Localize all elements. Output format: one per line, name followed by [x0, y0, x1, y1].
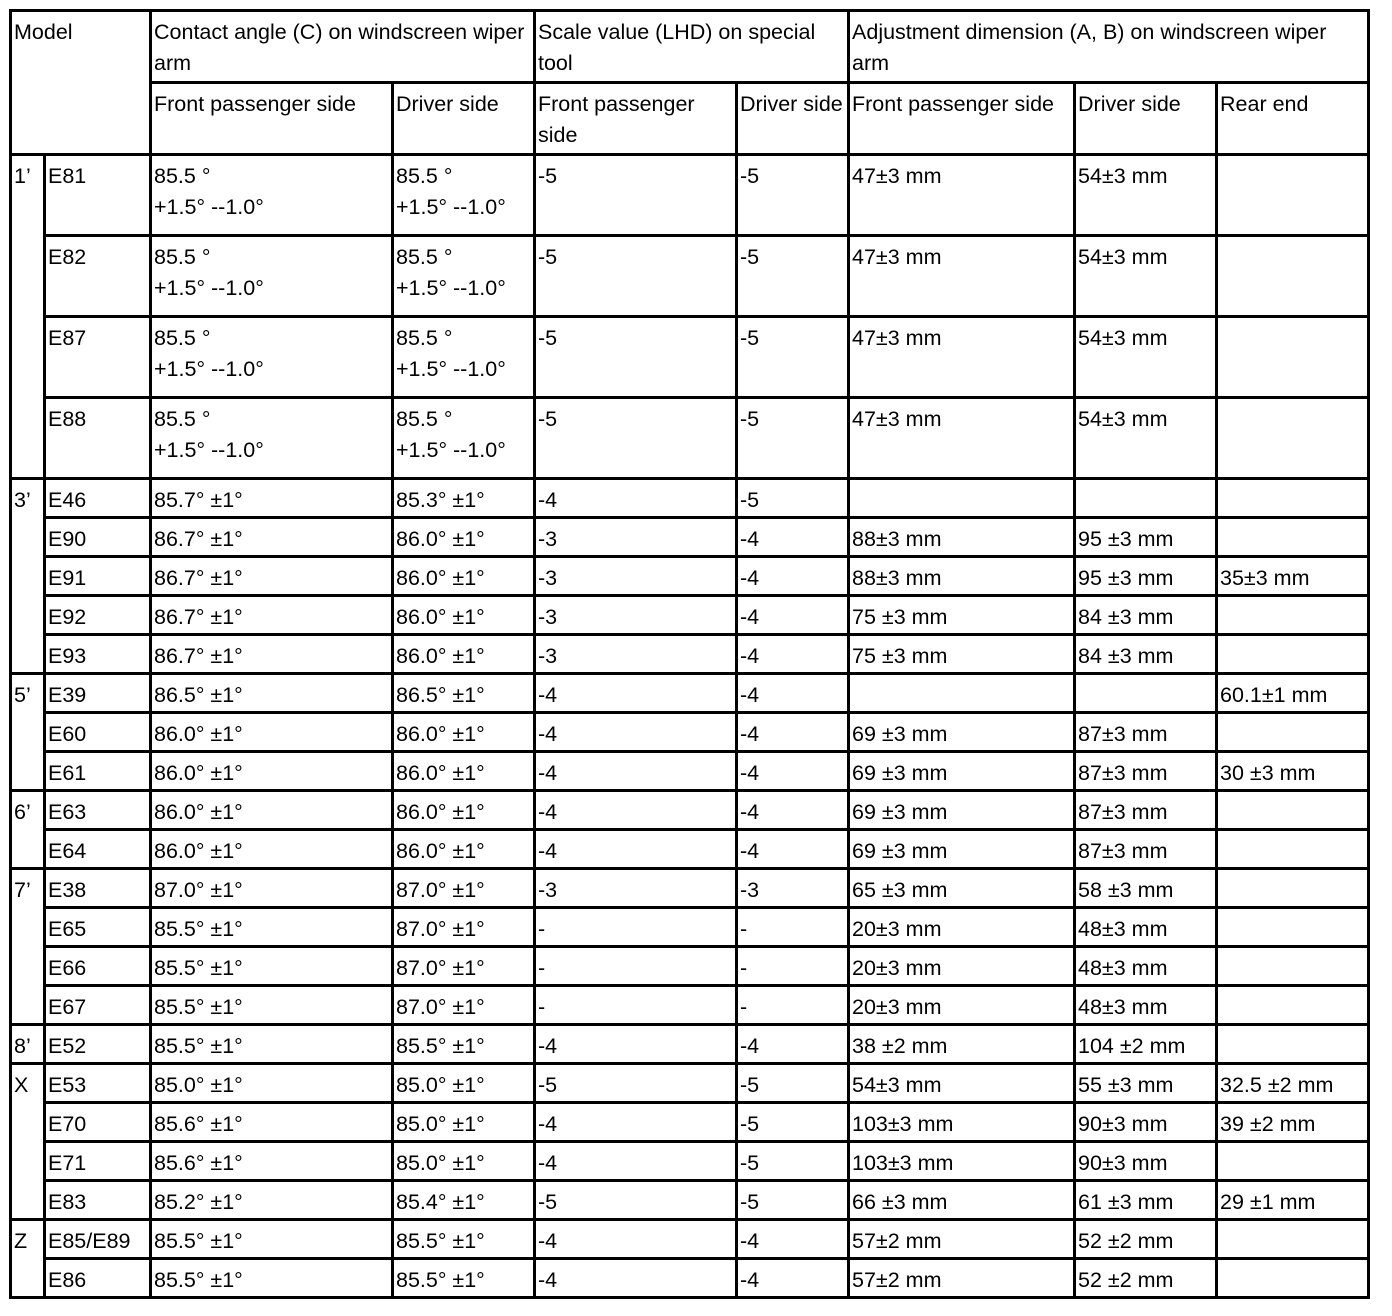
series-cell: Z [11, 1220, 45, 1298]
adj-driver-cell: 58 ±3 mm [1075, 869, 1217, 908]
table-row [11, 479, 1369, 518]
adj-driver-cell: 95 ±3 mm [1075, 518, 1217, 557]
ca-front-cell: 85.7° ±1° [151, 479, 393, 518]
adj-rear-cell: 32.5 ±2 mm [1217, 1064, 1369, 1103]
subheader-sv-front: Front passenger side [535, 83, 737, 155]
model-cell: E66 [45, 947, 151, 986]
model-cell: E86 [45, 1259, 151, 1298]
angle-tolerance: +1.5° --1.0° [396, 357, 506, 381]
adj-front-cell: 47±3 mm [849, 155, 1075, 236]
ca-front-cell [151, 317, 393, 398]
sv-driver-cell: -5 [737, 1142, 849, 1181]
table-row [11, 908, 1369, 947]
sv-front-cell: -4 [535, 830, 737, 869]
model-cell: E83 [45, 1181, 151, 1220]
sv-front-cell: -4 [535, 713, 737, 752]
subheader-adj-front: Front passenger side [849, 83, 1075, 155]
sv-front-cell: -3 [535, 557, 737, 596]
sv-driver-cell: -4 [737, 830, 849, 869]
sv-front-cell: -4 [535, 1142, 737, 1181]
sv-driver-cell: -5 [737, 479, 849, 518]
subheader-adj-rear: Rear end [1217, 83, 1369, 155]
adj-front-cell: 88±3 mm [849, 518, 1075, 557]
ca-driver-cell: 86.0° ±1° [393, 713, 535, 752]
angle-tolerance: +1.5° --1.0° [154, 276, 264, 300]
model-cell: E52 [45, 1025, 151, 1064]
model-cell: E64 [45, 830, 151, 869]
sv-driver-cell: -4 [737, 791, 849, 830]
table-row [11, 557, 1369, 596]
sv-driver-cell: - [737, 986, 849, 1025]
adj-front-cell: 57±2 mm [849, 1220, 1075, 1259]
sv-front-cell: -5 [535, 1064, 737, 1103]
adj-driver-cell: 48±3 mm [1075, 947, 1217, 986]
ca-front-cell: 85.5° ±1° [151, 986, 393, 1025]
ca-driver-cell: 85.3° ±1° [393, 479, 535, 518]
adj-rear-cell [1217, 518, 1369, 557]
sv-driver-cell: -5 [737, 1064, 849, 1103]
sv-front-cell: -4 [535, 1103, 737, 1142]
sv-driver-cell: -3 [737, 869, 849, 908]
table-row [11, 830, 1369, 869]
ca-driver-cell [393, 155, 535, 236]
ca-front-cell: 85.6° ±1° [151, 1142, 393, 1181]
angle-tolerance: +1.5° --1.0° [154, 357, 264, 381]
table-row [11, 1181, 1369, 1220]
ca-driver-cell: 86.0° ±1° [393, 518, 535, 557]
ca-front-cell [151, 398, 393, 479]
sv-driver-cell: -4 [737, 1025, 849, 1064]
sv-driver-cell: -4 [737, 557, 849, 596]
adj-driver-cell: 52 ±2 mm [1075, 1259, 1217, 1298]
model-cell: E60 [45, 713, 151, 752]
table-row [11, 1103, 1369, 1142]
sv-driver-cell: - [737, 947, 849, 986]
adj-front-cell: 88±3 mm [849, 557, 1075, 596]
sv-front-cell: -4 [535, 1025, 737, 1064]
sv-driver-cell: -4 [737, 635, 849, 674]
model-cell: E88 [45, 398, 151, 479]
model-cell: E91 [45, 557, 151, 596]
ca-front-cell: 86.7° ±1° [151, 596, 393, 635]
ca-driver-cell: 85.5° ±1° [393, 1025, 535, 1064]
sv-front-cell: -4 [535, 1220, 737, 1259]
adj-rear-cell: 60.1±1 mm [1217, 674, 1369, 713]
ca-driver-cell: 85.5° ±1° [393, 1259, 535, 1298]
sv-front-cell: -3 [535, 635, 737, 674]
adj-rear-cell [1217, 1025, 1369, 1064]
adj-front-cell: 69 ±3 mm [849, 830, 1075, 869]
adj-front-cell: 38 ±2 mm [849, 1025, 1075, 1064]
table-row [11, 947, 1369, 986]
table-row [11, 713, 1369, 752]
angle-tolerance: +1.5° --1.0° [396, 438, 506, 462]
sv-driver-cell: -5 [737, 236, 849, 317]
header-adjustment: Adjustment dimension (A, B) on windscreen wiper arm [849, 11, 1369, 83]
adj-rear-cell [1217, 317, 1369, 398]
series-cell: 6’ [11, 791, 45, 869]
table-row [11, 1025, 1369, 1064]
adj-rear-cell [1217, 1220, 1369, 1259]
adj-rear-cell [1217, 791, 1369, 830]
angle-value: 85.5 ° [396, 407, 453, 431]
table-row [11, 398, 1369, 479]
sv-front-cell: -5 [535, 1181, 737, 1220]
adj-rear-cell [1217, 986, 1369, 1025]
table-row [11, 596, 1369, 635]
adj-rear-cell: 29 ±1 mm [1217, 1181, 1369, 1220]
model-cell: E39 [45, 674, 151, 713]
model-cell: E53 [45, 1064, 151, 1103]
adj-rear-cell [1217, 479, 1369, 518]
angle-tolerance: +1.5° --1.0° [154, 195, 264, 219]
ca-driver-cell: 85.4° ±1° [393, 1181, 535, 1220]
ca-driver-cell [393, 398, 535, 479]
adj-driver-cell: 87±3 mm [1075, 791, 1217, 830]
adj-front-cell: 54±3 mm [849, 1064, 1075, 1103]
sv-driver-cell: -4 [737, 596, 849, 635]
sv-front-cell: -3 [535, 596, 737, 635]
adj-front-cell: 20±3 mm [849, 947, 1075, 986]
subheader-adj-driver: Driver side [1075, 83, 1217, 155]
series-cell: 3’ [11, 479, 45, 674]
adj-front-cell: 69 ±3 mm [849, 791, 1075, 830]
angle-value: 85.5 ° [154, 407, 211, 431]
header-contact-angle: Contact angle (C) on windscreen wiper arm [151, 11, 535, 83]
model-cell: E63 [45, 791, 151, 830]
sv-front-cell: -5 [535, 236, 737, 317]
sv-front-cell: -3 [535, 518, 737, 557]
model-cell: E65 [45, 908, 151, 947]
adj-front-cell: 65 ±3 mm [849, 869, 1075, 908]
ca-front-cell: 85.5° ±1° [151, 1025, 393, 1064]
adj-driver-cell: 84 ±3 mm [1075, 635, 1217, 674]
model-cell: E82 [45, 236, 151, 317]
ca-front-cell: 86.0° ±1° [151, 713, 393, 752]
sv-driver-cell: -5 [737, 155, 849, 236]
adj-driver-cell: 52 ±2 mm [1075, 1220, 1217, 1259]
adj-driver-cell: 48±3 mm [1075, 986, 1217, 1025]
ca-front-cell: 86.0° ±1° [151, 752, 393, 791]
ca-front-cell: 86.0° ±1° [151, 791, 393, 830]
table-row [11, 518, 1369, 557]
adj-driver-cell: 54±3 mm [1075, 236, 1217, 317]
header-model: Model [11, 11, 151, 155]
sv-driver-cell: -4 [737, 674, 849, 713]
table-row [11, 1259, 1369, 1298]
ca-front-cell: 86.5° ±1° [151, 674, 393, 713]
adj-rear-cell [1217, 398, 1369, 479]
sv-front-cell: -4 [535, 752, 737, 791]
adj-driver-cell: 87±3 mm [1075, 752, 1217, 791]
sv-front-cell: -3 [535, 869, 737, 908]
ca-driver-cell: 87.0° ±1° [393, 986, 535, 1025]
angle-value: 85.5 ° [154, 326, 211, 350]
sv-driver-cell: -5 [737, 317, 849, 398]
adj-driver-cell: 54±3 mm [1075, 155, 1217, 236]
model-cell: E92 [45, 596, 151, 635]
angle-tolerance: +1.5° --1.0° [396, 195, 506, 219]
ca-front-cell [151, 236, 393, 317]
table-row [11, 674, 1369, 713]
series-cell: 8’ [11, 1025, 45, 1064]
adj-driver-cell: 54±3 mm [1075, 317, 1217, 398]
ca-driver-cell: 85.0° ±1° [393, 1103, 535, 1142]
ca-front-cell: 86.7° ±1° [151, 518, 393, 557]
adj-rear-cell [1217, 830, 1369, 869]
angle-value: 85.5 ° [396, 245, 453, 269]
table-row [11, 236, 1369, 317]
adj-rear-cell: 30 ±3 mm [1217, 752, 1369, 791]
adj-driver-cell: 90±3 mm [1075, 1103, 1217, 1142]
sv-front-cell: - [535, 986, 737, 1025]
angle-value: 85.5 ° [396, 326, 453, 350]
sv-driver-cell: -5 [737, 1103, 849, 1142]
ca-front-cell: 85.6° ±1° [151, 1103, 393, 1142]
sv-driver-cell: -4 [737, 1259, 849, 1298]
sv-front-cell: -4 [535, 1259, 737, 1298]
model-cell: E38 [45, 869, 151, 908]
table-row [11, 635, 1369, 674]
model-cell: E61 [45, 752, 151, 791]
wiper-spec-table [9, 9, 1370, 1299]
ca-front-cell: 85.2° ±1° [151, 1181, 393, 1220]
sv-front-cell: -4 [535, 479, 737, 518]
sv-driver-cell: -4 [737, 518, 849, 557]
ca-front-cell: 85.5° ±1° [151, 908, 393, 947]
table-row [11, 1064, 1369, 1103]
adj-front-cell: 47±3 mm [849, 236, 1075, 317]
sv-driver-cell: -4 [737, 1220, 849, 1259]
ca-front-cell: 86.0° ±1° [151, 830, 393, 869]
header-scale-value: Scale value (LHD) on special tool [535, 11, 849, 83]
ca-driver-cell: 86.0° ±1° [393, 791, 535, 830]
adj-rear-cell [1217, 236, 1369, 317]
adj-front-cell: 66 ±3 mm [849, 1181, 1075, 1220]
model-cell: E70 [45, 1103, 151, 1142]
series-cell: 1’ [11, 155, 45, 479]
ca-driver-cell: 85.0° ±1° [393, 1064, 535, 1103]
sv-driver-cell: -4 [737, 752, 849, 791]
adj-driver-cell: 87±3 mm [1075, 830, 1217, 869]
sv-front-cell: -5 [535, 155, 737, 236]
model-cell: E85/E89 [45, 1220, 151, 1259]
model-cell: E87 [45, 317, 151, 398]
adj-driver-cell: 90±3 mm [1075, 1142, 1217, 1181]
adj-rear-cell [1217, 713, 1369, 752]
adj-driver-cell: 84 ±3 mm [1075, 596, 1217, 635]
model-cell: E90 [45, 518, 151, 557]
ca-front-cell: 85.5° ±1° [151, 1259, 393, 1298]
ca-driver-cell: 86.0° ±1° [393, 830, 535, 869]
series-cell: X [11, 1064, 45, 1220]
series-cell: 5’ [11, 674, 45, 791]
adj-driver-cell [1075, 674, 1217, 713]
ca-front-cell: 87.0° ±1° [151, 869, 393, 908]
adj-rear-cell: 35±3 mm [1217, 557, 1369, 596]
adj-front-cell: 20±3 mm [849, 908, 1075, 947]
table-row [11, 752, 1369, 791]
adj-front-cell [849, 674, 1075, 713]
adj-rear-cell [1217, 1259, 1369, 1298]
ca-driver-cell: 86.0° ±1° [393, 635, 535, 674]
adj-driver-cell: 48±3 mm [1075, 908, 1217, 947]
ca-driver-cell: 86.5° ±1° [393, 674, 535, 713]
angle-value: 85.5 ° [396, 164, 453, 188]
subheader-ca-front: Front passenger side [151, 83, 393, 155]
ca-front-cell [151, 155, 393, 236]
ca-driver-cell: 85.5° ±1° [393, 1220, 535, 1259]
model-cell: E93 [45, 635, 151, 674]
adj-rear-cell: 39 ±2 mm [1217, 1103, 1369, 1142]
table-row [11, 1142, 1369, 1181]
adj-front-cell: 75 ±3 mm [849, 635, 1075, 674]
adj-front-cell: 103±3 mm [849, 1142, 1075, 1181]
sv-front-cell: -5 [535, 398, 737, 479]
model-cell: E67 [45, 986, 151, 1025]
adj-driver-cell [1075, 479, 1217, 518]
ca-driver-cell: 86.0° ±1° [393, 557, 535, 596]
ca-front-cell: 86.7° ±1° [151, 635, 393, 674]
adj-front-cell: 47±3 mm [849, 317, 1075, 398]
table-body [11, 155, 1369, 1298]
adj-rear-cell [1217, 869, 1369, 908]
adj-driver-cell: 104 ±2 mm [1075, 1025, 1217, 1064]
adj-rear-cell [1217, 947, 1369, 986]
ca-driver-cell [393, 236, 535, 317]
ca-front-cell: 85.5° ±1° [151, 1220, 393, 1259]
adj-front-cell: 47±3 mm [849, 398, 1075, 479]
adj-front-cell: 57±2 mm [849, 1259, 1075, 1298]
sv-front-cell: -4 [535, 674, 737, 713]
table-row [11, 791, 1369, 830]
adj-front-cell: 69 ±3 mm [849, 752, 1075, 791]
angle-tolerance: +1.5° --1.0° [154, 438, 264, 462]
adj-rear-cell [1217, 1142, 1369, 1181]
ca-driver-cell: 87.0° ±1° [393, 869, 535, 908]
sv-front-cell: - [535, 908, 737, 947]
sv-driver-cell: -5 [737, 398, 849, 479]
adj-rear-cell [1217, 635, 1369, 674]
ca-driver-cell: 86.0° ±1° [393, 596, 535, 635]
subheader-ca-driver: Driver side [393, 83, 535, 155]
adj-driver-cell: 61 ±3 mm [1075, 1181, 1217, 1220]
angle-value: 85.5 ° [154, 245, 211, 269]
sv-front-cell: - [535, 947, 737, 986]
adj-driver-cell: 55 ±3 mm [1075, 1064, 1217, 1103]
adj-front-cell: 69 ±3 mm [849, 713, 1075, 752]
table-row [11, 986, 1369, 1025]
adj-front-cell: 103±3 mm [849, 1103, 1075, 1142]
model-cell: E46 [45, 479, 151, 518]
sv-front-cell: -5 [535, 317, 737, 398]
ca-front-cell: 86.7° ±1° [151, 557, 393, 596]
adj-front-cell: 20±3 mm [849, 986, 1075, 1025]
ca-front-cell: 85.0° ±1° [151, 1064, 393, 1103]
sv-front-cell: -4 [535, 791, 737, 830]
table-row [11, 869, 1369, 908]
ca-driver-cell [393, 317, 535, 398]
model-cell: E71 [45, 1142, 151, 1181]
sv-driver-cell: -4 [737, 713, 849, 752]
adj-front-cell: 75 ±3 mm [849, 596, 1075, 635]
adj-rear-cell [1217, 596, 1369, 635]
table-row [11, 155, 1369, 236]
ca-driver-cell: 86.0° ±1° [393, 752, 535, 791]
series-cell: 7’ [11, 869, 45, 1025]
ca-driver-cell: 85.0° ±1° [393, 1142, 535, 1181]
ca-driver-cell: 87.0° ±1° [393, 947, 535, 986]
adj-driver-cell: 87±3 mm [1075, 713, 1217, 752]
angle-tolerance: +1.5° --1.0° [396, 276, 506, 300]
ca-driver-cell: 87.0° ±1° [393, 908, 535, 947]
adj-driver-cell: 95 ±3 mm [1075, 557, 1217, 596]
adj-rear-cell [1217, 155, 1369, 236]
adj-driver-cell: 54±3 mm [1075, 398, 1217, 479]
model-cell: E81 [45, 155, 151, 236]
adj-front-cell [849, 479, 1075, 518]
angle-value: 85.5 ° [154, 164, 211, 188]
table-row [11, 1220, 1369, 1259]
subheader-sv-driver: Driver side [737, 83, 849, 155]
sv-driver-cell: -5 [737, 1181, 849, 1220]
adj-rear-cell [1217, 908, 1369, 947]
ca-front-cell: 85.5° ±1° [151, 947, 393, 986]
table-row [11, 317, 1369, 398]
sv-driver-cell: - [737, 908, 849, 947]
